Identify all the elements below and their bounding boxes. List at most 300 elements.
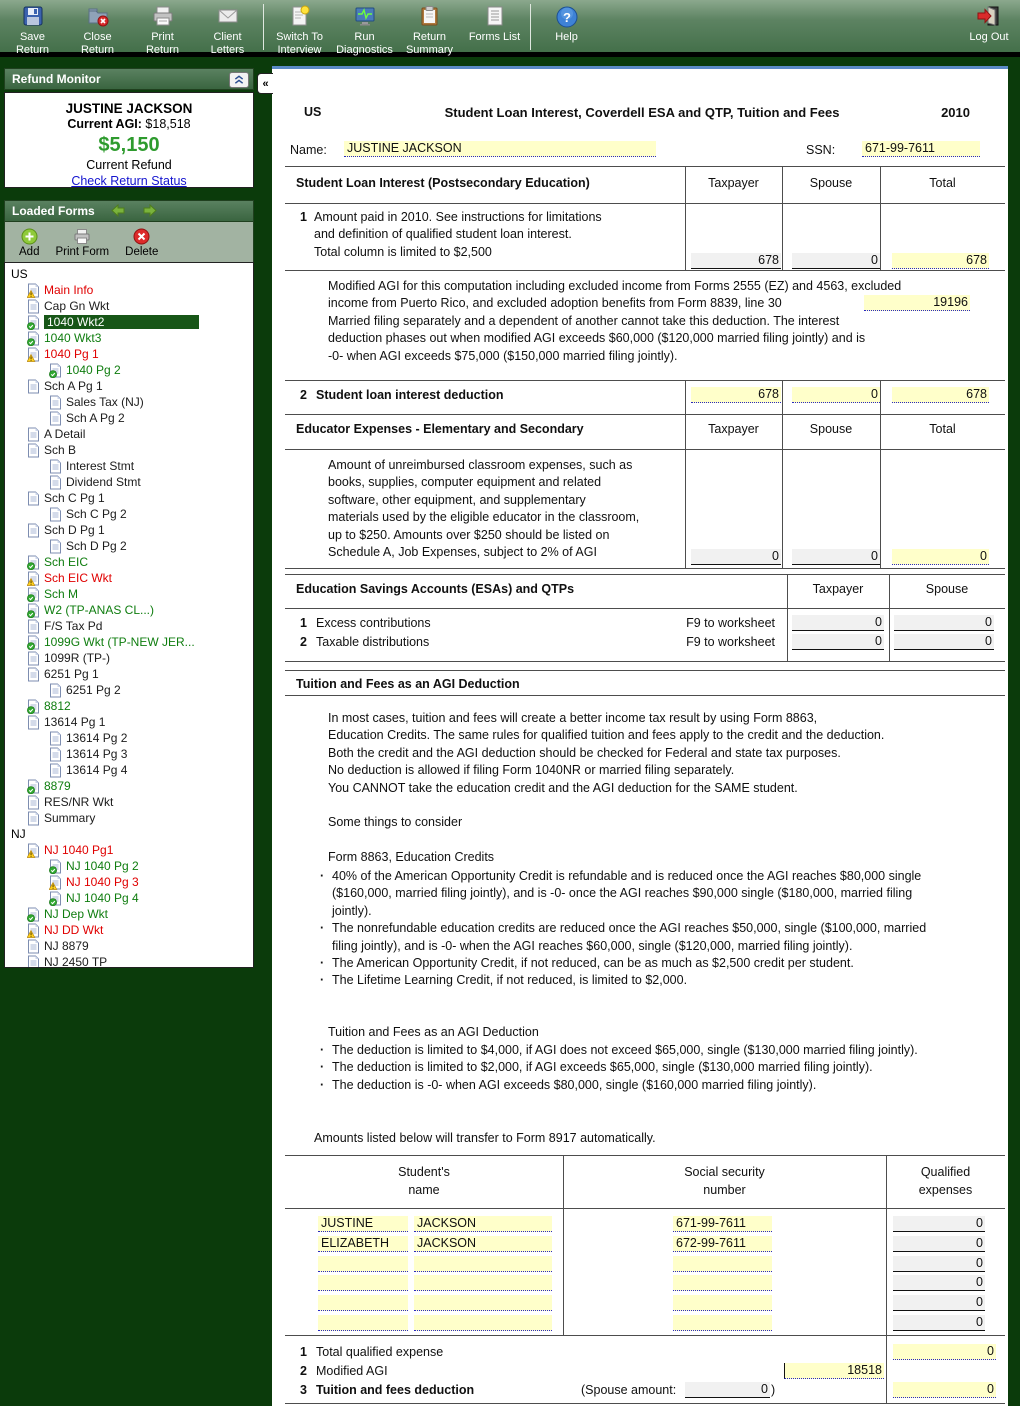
help-button[interactable]: [534, 3, 599, 44]
tree-item-label: 1040 Pg 2: [66, 363, 121, 377]
svg-text:?: ?: [562, 10, 571, 25]
delete-form-button[interactable]: [125, 222, 158, 262]
sli-row2-spouse-field[interactable]: 0: [792, 387, 880, 403]
collapse-refund-monitor-button[interactable]: [229, 72, 249, 88]
tree-item[interactable]: [5, 378, 253, 394]
prev-form-button[interactable]: [111, 204, 126, 218]
document-icon: [49, 459, 62, 474]
student-expenses-field[interactable]: 0: [893, 1275, 985, 1291]
interview-icon: [267, 4, 332, 31]
esa-row-label: Taxable distributions: [316, 635, 430, 649]
students-col-ssn-1: Social security: [684, 1165, 765, 1179]
document-icon: [27, 795, 40, 810]
loaded-forms-panel: [4, 200, 254, 968]
students-col-ssn-2: number: [703, 1183, 746, 1197]
bullet-item: · The nonrefundable education credits are reduced once the AGI reaches $50,000, single ($100,000, married filing jointly), and is -0- when the AGI reaches $60,000, single ($120,000, married filing jointly).: [318, 920, 938, 955]
tree-item[interactable]: [5, 906, 253, 922]
forms-list-button[interactable]: [462, 3, 527, 44]
toolbar-button-label: Run: [354, 31, 375, 43]
loaded-forms-tree: [4, 262, 254, 968]
ssn-label: SSN:: [806, 143, 836, 157]
tree-section: [5, 266, 253, 282]
tree-item-label: Interest Stmt: [66, 459, 135, 473]
tree-item[interactable]: [5, 538, 253, 554]
print-return-button[interactable]: [130, 3, 195, 56]
educator-col-spouse: Spouse: [809, 422, 853, 436]
esa-row-label: Excess contributions: [316, 616, 431, 630]
tree-item[interactable]: [5, 922, 253, 938]
tree-item-label: Dividend Stmt: [66, 475, 141, 489]
student-last-name-field[interactable]: [414, 1315, 552, 1331]
tree-item[interactable]: [5, 282, 253, 298]
students-col-name-2: name: [408, 1183, 440, 1197]
tree-item[interactable]: [5, 618, 253, 634]
toolbar-button-label: Return: [80, 43, 115, 56]
print-icon: [130, 4, 195, 31]
tree-item-label: W2 (TP-ANAS CL...): [44, 603, 155, 617]
ssn-field[interactable]: 671-99-7611: [862, 141, 980, 157]
student-expenses-field[interactable]: 0: [893, 1315, 985, 1331]
sli-col-taxpayer: Taxpayer: [708, 176, 759, 190]
tree-item-label: 13614 Pg 2: [66, 731, 128, 745]
print-form-form-button[interactable]: [55, 222, 109, 262]
tree-item-label: NJ Dep Wkt: [44, 907, 109, 921]
spouse-amount-close-paren: ): [771, 1383, 776, 1397]
tree-item[interactable]: [5, 346, 253, 362]
educator-col-taxpayer: Taxpayer: [708, 422, 759, 436]
refund-monitor-content: [4, 92, 254, 188]
student-last-name-field[interactable]: JACKSON: [414, 1216, 552, 1232]
forms-toolbar: [4, 222, 254, 262]
tree-section: [5, 826, 253, 842]
document-icon: [49, 411, 62, 426]
document-icon: [27, 939, 40, 954]
educator-spouse-field[interactable]: 0: [792, 549, 880, 565]
document-icon: [27, 299, 40, 314]
document-warning-icon: [27, 347, 40, 362]
paragraph-line: Education Credits. The same rules for qualified tuition and fees apply to the credit and the deduction.: [328, 728, 885, 743]
spouse-amount-field[interactable]: 0: [685, 1382, 770, 1398]
student-first-name-field[interactable]: ELIZABETH: [318, 1236, 408, 1252]
agi-note-value-field[interactable]: 19196: [864, 295, 970, 311]
description-line: software, other equipment, and supplementary: [328, 492, 586, 507]
tree-item-label: 1099G Wkt (TP-NEW JER...: [44, 635, 195, 649]
tree-item-label: Sch D Pg 2: [66, 539, 127, 553]
totals-row3-label: Tuition and fees deduction: [316, 1383, 475, 1397]
tree-item[interactable]: [5, 298, 253, 314]
tree-item-label: NJ 1040 Pg 2: [66, 859, 139, 873]
sli-row1-taxpayer-field[interactable]: 678: [691, 253, 781, 269]
switch-to-interview-button[interactable]: [267, 3, 332, 56]
tree-item[interactable]: [5, 634, 253, 650]
deduction-bullets: [318, 1042, 938, 1094]
tree-item[interactable]: [5, 554, 253, 570]
totals-row1-num: 1: [300, 1345, 307, 1359]
student-expenses-field[interactable]: 0: [893, 1295, 985, 1311]
tree-item-label: 1040 Pg 1: [44, 347, 99, 361]
current-refund-amount: $5,150: [98, 134, 160, 156]
student-last-name-field[interactable]: JACKSON: [414, 1236, 552, 1252]
student-first-name-field[interactable]: [318, 1256, 408, 1272]
form-year: 2010: [941, 105, 970, 120]
tree-item[interactable]: [5, 458, 253, 474]
totals-row2-label: Modified AGI: [316, 1364, 388, 1378]
paragraph-line: In most cases, tuition and fees will create a better income tax result by using Form 8863,: [328, 711, 818, 725]
current-refund-label: Current Refund: [86, 158, 172, 172]
paragraph-line: No deduction is allowed if filing Form 1040NR or married filing separately.: [328, 763, 735, 778]
document-icon: [27, 811, 40, 826]
document-check-icon: [49, 859, 62, 874]
tree-item[interactable]: [5, 938, 253, 954]
toolbar-button-label: Save: [19, 31, 46, 43]
transfer-note: Amounts listed below will transfer to Form 8917 automatically.: [314, 1131, 656, 1145]
tree-item[interactable]: [5, 330, 253, 346]
save-icon: [0, 4, 65, 31]
current-agi-label: Current AGI:: [67, 117, 142, 131]
main-toolbar: [0, 0, 1020, 57]
forms-button-label: Print Form: [55, 246, 110, 258]
close-icon: [65, 4, 130, 31]
tree-item-label: Sch D Pg 1: [44, 523, 105, 537]
form-jurisdiction: US: [304, 105, 322, 119]
diagnostics-icon: [332, 4, 397, 31]
document-check-icon: [27, 331, 40, 346]
credits-heading: Form 8863, Education Credits: [328, 850, 495, 864]
tree-item[interactable]: [5, 682, 253, 698]
tree-item[interactable]: [5, 794, 253, 810]
run-diagnostics-button[interactable]: [332, 3, 397, 56]
return-summary-button[interactable]: [397, 3, 462, 56]
document-check-icon: [27, 555, 40, 570]
bullet-item: · The American Opportunity Credit, if not reduced, can be as much as $2,500 credit per student.: [318, 955, 938, 972]
tuition-fees-deduction-field[interactable]: 0: [893, 1382, 996, 1398]
document-check-icon: [49, 891, 62, 906]
tree-item-label: 13614 Pg 3: [66, 747, 128, 761]
help-icon: [534, 4, 599, 31]
tree-item[interactable]: [5, 858, 253, 874]
tree-item[interactable]: [5, 842, 253, 858]
client-letters-button[interactable]: [195, 3, 260, 56]
save-return-button[interactable]: [0, 3, 65, 56]
tree-item[interactable]: [5, 410, 253, 426]
sli-row2-label: Student loan interest deduction: [316, 388, 504, 402]
tree-item-label: Sch M: [44, 587, 79, 601]
tree-item-label: Main Info: [44, 283, 94, 297]
current-agi-line: [5, 117, 253, 131]
tree-item-label: US: [11, 267, 28, 281]
tree-item[interactable]: [5, 474, 253, 490]
document-check-icon: [27, 907, 40, 922]
esa-heading: Education Savings Accounts (ESAs) and QTPs: [296, 582, 575, 596]
students-col-name-1: Student's: [398, 1165, 450, 1179]
toolbar-button-label: Print: [151, 31, 174, 43]
tree-item[interactable]: [5, 810, 253, 826]
client-name: JUSTINE JACKSON: [65, 101, 193, 116]
modified-agi-field[interactable]: 18518: [784, 1363, 884, 1379]
document-icon: [49, 763, 62, 778]
paragraph-line: Both the credit and the AGI deduction should be checked for Federal and state tax purposes.: [328, 745, 841, 760]
esa-taxpayer-field[interactable]: 0: [792, 615, 884, 631]
student-first-name-field[interactable]: [318, 1275, 408, 1291]
tree-item[interactable]: [5, 570, 253, 586]
refund-monitor-title: Refund Monitor: [12, 72, 101, 86]
tree-item-label: Cap Gn Wkt: [44, 299, 110, 313]
student-expenses-field[interactable]: 0: [893, 1216, 985, 1232]
educator-taxpayer-field[interactable]: 0: [691, 549, 781, 565]
tree-item-label: Summary: [44, 811, 96, 825]
name-field[interactable]: JUSTINE JACKSON: [344, 141, 656, 157]
student-first-name-field[interactable]: [318, 1295, 408, 1311]
tree-item[interactable]: [5, 778, 253, 794]
tree-item-label: NJ 2450 TP: [44, 955, 108, 968]
form-page: [262, 66, 1008, 1406]
student-expenses-field[interactable]: 0: [893, 1236, 985, 1252]
tree-item-label: NJ DD Wkt: [44, 923, 104, 937]
tree-item-label: 6251 Pg 1: [44, 667, 99, 681]
total-qualified-expense-field[interactable]: 0: [893, 1344, 996, 1360]
tree-item[interactable]: [5, 650, 253, 666]
arrow-right-icon: [142, 205, 157, 220]
toolbar-button-label: Help: [555, 31, 578, 43]
tree-item[interactable]: [5, 954, 253, 968]
toolbar-separator: [530, 4, 531, 50]
tree-item[interactable]: [5, 426, 253, 442]
toolbar-button-label: Letters: [210, 43, 245, 56]
tree-item-label: 8879: [44, 779, 71, 793]
sli-row2-taxpayer-field[interactable]: 678: [691, 387, 781, 403]
tree-item-label: NJ 1040 Pg 4: [66, 891, 139, 905]
bullet-item: · The deduction is -0- when AGI exceeds $80,000, single ($160,000 married filing jointly).: [318, 1077, 938, 1094]
tree-item-label: 1040 Wkt3: [44, 331, 102, 345]
document-warning-icon: [49, 875, 62, 890]
tree-item-label: 8812: [44, 699, 71, 713]
agi-note-line1: Modified AGI for this computation including excluded income from Forms 2555 (EZ) and 4563, excluded: [328, 279, 902, 293]
check-return-status-link[interactable]: Check Return Status: [71, 174, 187, 188]
tree-item-label: Sch A Pg 2: [66, 411, 125, 425]
document-icon: [27, 491, 40, 506]
student-ssn-field[interactable]: 671-99-7611: [673, 1216, 772, 1232]
agi-note-line4: deduction phases out when modified AGI exceeds $60,000 ($120,000 married filing jointly) and is: [328, 331, 866, 345]
toolbar-button-label: Close: [83, 31, 112, 43]
student-ssn-field[interactable]: [673, 1275, 772, 1291]
educator-col-total: Total: [929, 422, 956, 436]
document-icon: [27, 427, 40, 442]
document-icon: [49, 747, 62, 762]
tree-item-label: Sales Tax (NJ): [66, 395, 144, 409]
student-ssn-field[interactable]: [673, 1256, 772, 1272]
document-check-icon: [27, 315, 40, 330]
totals-row2-num: 2: [300, 1364, 307, 1378]
document-icon: [49, 683, 62, 698]
document-icon: [49, 395, 62, 410]
tree-item[interactable]: [5, 442, 253, 458]
tree-item[interactable]: [5, 730, 253, 746]
document-icon: [27, 715, 40, 730]
document-check-icon: [27, 779, 40, 794]
consider-label: Some things to consider: [328, 815, 463, 829]
document-warning-icon: [27, 923, 40, 938]
tree-item[interactable]: [5, 746, 253, 762]
esa-row-num: 2: [300, 635, 307, 649]
document-icon: [27, 443, 40, 458]
forms-icon: [462, 4, 527, 31]
sli-row1-num: 1: [300, 210, 307, 224]
forms-button-label: Delete: [125, 246, 159, 258]
esa-row-num: 1: [300, 616, 307, 630]
spouse-amount-label: (Spouse amount:: [581, 1383, 677, 1397]
document-icon: [27, 955, 40, 969]
credits-bullets: [318, 868, 938, 990]
agi-note-line5: -0- when AGI exceeds $75,000 ($150,000 married filing jointly).: [328, 349, 678, 363]
sli-col-total: Total: [929, 176, 956, 190]
tree-item-label: Sch C Pg 1: [44, 491, 105, 505]
collapse-sidebar-button[interactable]: «: [257, 73, 273, 94]
description-line: and definition of qualified student loan interest.: [314, 227, 572, 242]
bullet-item: · 40% of the American Opportunity Credit is refundable and is reduced once the AGI reaches $80,000 single ($160,000, married filing jointly), and is -0- once the AGI reaches $90,000 single ($180,000, married filing jointly).: [318, 868, 938, 920]
tuition-heading: Tuition and Fees as an AGI Deduction: [296, 677, 520, 691]
tree-item[interactable]: [5, 714, 253, 730]
sli-row2-total-field[interactable]: 678: [892, 387, 989, 403]
toolbar-button-label: Client: [213, 31, 242, 43]
description-line: Amount of unreimbursed classroom expenses, such as: [328, 458, 633, 472]
tree-item-label: 1099R (TP-): [44, 651, 111, 665]
esa-spouse-field[interactable]: 0: [894, 634, 994, 650]
tree-item-label: 6251 Pg 2: [66, 683, 121, 697]
educator-description: [328, 457, 639, 561]
document-check-icon: [27, 603, 40, 618]
esa-col-spouse: Spouse: [925, 582, 969, 596]
educator-total-field[interactable]: 0: [892, 549, 989, 565]
agi-note-line3: Married filing separately and a dependent of another cannot take this deduction. The interest: [328, 314, 840, 328]
esa-spouse-field[interactable]: 0: [894, 615, 994, 631]
tree-item[interactable]: [5, 362, 253, 378]
esa-col-taxpayer: Taxpayer: [812, 582, 864, 596]
description-line: Total column is limited to $2,500: [314, 244, 492, 259]
student-ssn-field[interactable]: [673, 1295, 772, 1311]
form-title: Student Loan Interest, Coverdell ESA and QTP, Tuition and Fees: [444, 105, 840, 120]
toolbar-button-label: Interview: [277, 43, 322, 56]
toolbar-button-label: Forms List: [468, 31, 521, 43]
description-line: up to $250. Amounts over $250 should be listed on: [328, 527, 610, 542]
chevrons-up-icon: [232, 73, 246, 88]
tree-item[interactable]: [5, 586, 253, 602]
tree-item[interactable]: [5, 522, 253, 538]
document-icon: [27, 667, 40, 682]
close-return-button[interactable]: [65, 3, 130, 56]
student-first-name-field[interactable]: JUSTINE: [318, 1216, 408, 1232]
document-icon: [27, 379, 40, 394]
document-icon: [49, 539, 62, 554]
document-icon: [27, 651, 40, 666]
description-line: Schedule A, Job Expenses, subject to 2% of AGI: [328, 545, 597, 560]
tree-item[interactable]: [5, 394, 253, 410]
document-check-icon: [27, 635, 40, 650]
refund-monitor-panel: [4, 68, 254, 188]
logout-icon: [960, 4, 1018, 31]
educator-heading: Educator Expenses - Elementary and Secondary: [296, 422, 584, 436]
toolbar-button-label: Summary: [405, 43, 454, 56]
tree-item[interactable]: [5, 890, 253, 906]
toolbar-button-label: Log Out: [969, 31, 1009, 43]
tree-item[interactable]: [5, 314, 253, 330]
description-line: materials used by the eligible educator in the classroom,: [328, 510, 640, 525]
esa-taxpayer-field[interactable]: 0: [792, 634, 884, 650]
toolbar-button-label: Return: [15, 43, 50, 56]
tree-item-label: NJ 1040 Pg1: [44, 843, 114, 857]
description-line: Amount paid in 2010. See instructions for limitations: [314, 210, 602, 224]
toolbar-button-label: Return: [412, 31, 447, 43]
sli-row1-total-field[interactable]: 678: [892, 253, 989, 269]
esa-f9-hint: F9 to worksheet: [686, 635, 775, 649]
document-icon: [49, 731, 62, 746]
tree-item[interactable]: [5, 506, 253, 522]
document-check-icon: [49, 363, 62, 378]
next-form-button[interactable]: [142, 204, 157, 218]
tree-item-label: 13614 Pg 4: [66, 763, 128, 777]
current-agi-value: $18,518: [145, 117, 191, 131]
sli-row1-spouse-field[interactable]: 0: [792, 253, 880, 269]
add-form-button[interactable]: [19, 222, 39, 262]
tree-item-label: 1040 Wkt2: [44, 315, 199, 329]
bullet-item: · The Lifetime Learning Credit, if not reduced, is limited to $2,000.: [318, 972, 938, 989]
tuition-intro: [328, 710, 884, 797]
tree-item-label: RES/NR Wkt: [44, 795, 114, 809]
refund-monitor-header: [4, 68, 254, 90]
document-icon: [27, 523, 40, 538]
student-ssn-field[interactable]: 672-99-7611: [673, 1236, 772, 1252]
print-form-icon: [55, 228, 109, 246]
name-label: Name:: [290, 143, 327, 157]
tree-item-label: Sch C Pg 2: [66, 507, 127, 521]
paragraph-line: You CANNOT take the education credit and the AGI deduction for the SAME student.: [328, 780, 798, 795]
tree-item-label: Sch EIC: [44, 555, 89, 569]
tree-item-label: Sch A Pg 1: [44, 379, 103, 393]
loaded-forms-header: [4, 200, 254, 222]
log-out-button[interactable]: [960, 3, 1018, 44]
forms-button-label: Add: [19, 246, 40, 258]
sli-heading: Student Loan Interest (Postsecondary Education): [296, 176, 590, 190]
tree-item-label: NJ 8879: [44, 939, 89, 953]
tree-item[interactable]: [5, 666, 253, 682]
student-last-name-field[interactable]: [414, 1295, 552, 1311]
student-first-name-field[interactable]: [318, 1315, 408, 1331]
tree-item[interactable]: [5, 490, 253, 506]
student-last-name-field[interactable]: [414, 1256, 552, 1272]
totals-row3-num: 3: [300, 1383, 307, 1397]
envelope-icon: [195, 4, 260, 31]
bullet-item: · The deduction is limited to $4,000, if AGI does not exceed $65,000, single ($130,000 married filing jointly).: [318, 1042, 938, 1059]
tree-item-label: A Detail: [44, 427, 86, 441]
document-warning-icon: [27, 283, 40, 298]
tree-item-label: Sch B: [44, 443, 77, 457]
tree-item[interactable]: [5, 762, 253, 778]
document-icon: [49, 507, 62, 522]
tree-item[interactable]: [5, 874, 253, 890]
student-expenses-field[interactable]: 0: [893, 1256, 985, 1272]
loaded-forms-title: Loaded Forms: [12, 204, 95, 218]
description-line: books, supplies, computer equipment and related: [328, 475, 602, 490]
add-icon: [19, 228, 39, 246]
students-col-exp-1: Qualified: [920, 1165, 971, 1179]
tree-item[interactable]: [5, 602, 253, 618]
tree-item-label: 13614 Pg 1: [44, 715, 106, 729]
deduction-heading: Tuition and Fees as an AGI Deduction: [328, 1025, 539, 1039]
students-col-exp-2: expenses: [918, 1183, 973, 1197]
tree-item[interactable]: [5, 698, 253, 714]
student-last-name-field[interactable]: [414, 1275, 552, 1291]
student-ssn-field[interactable]: [673, 1315, 772, 1331]
document-warning-icon: [27, 571, 40, 586]
